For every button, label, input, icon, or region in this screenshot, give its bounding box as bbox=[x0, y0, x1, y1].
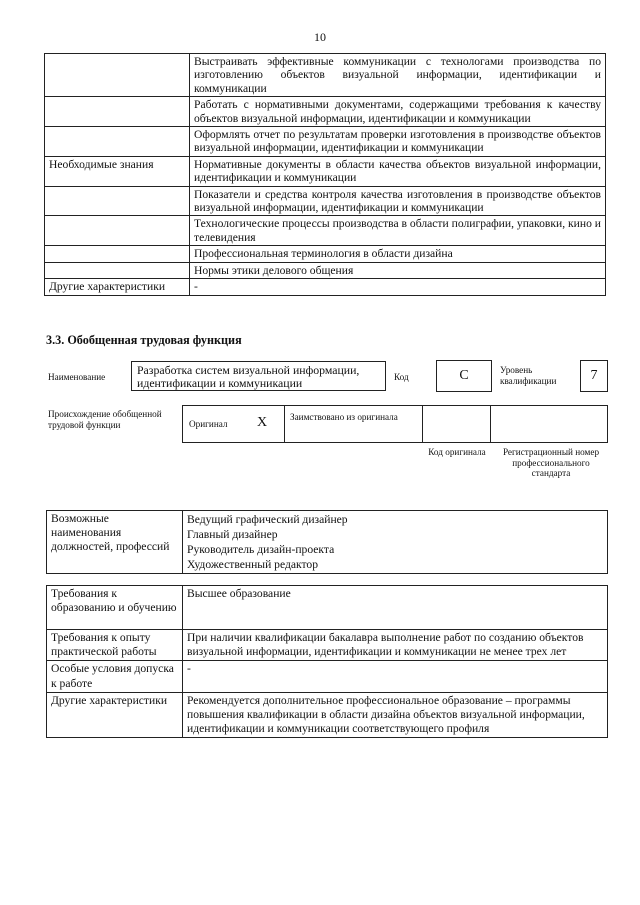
table-row bbox=[45, 279, 606, 295]
table-row bbox=[45, 246, 606, 262]
section-title: 3.3. Обобщенная трудовая функция bbox=[46, 333, 242, 347]
row-text: Выстраивать эффективные коммуникации с технологами производства по изготовлению объектов визуальной информации, идентификации и коммуникации bbox=[190, 54, 606, 97]
reg-number-caption: Регистрационный номер профессионального стандарта bbox=[502, 447, 600, 479]
list-item: Художественный редактор bbox=[187, 558, 319, 571]
function-name-box bbox=[131, 361, 386, 391]
row-label: Необходимые знания bbox=[45, 156, 190, 186]
requirement-text: Рекомендуется дополнительное профессиональное образование – программы повышения квалификации в области дизайна объектов визуальной информации, идентификации и коммуникации соответствующего профиля bbox=[183, 692, 608, 738]
table-row bbox=[45, 54, 606, 97]
row-text: Показатели и средства контроля качества изготовления в производстве объектов визуальной информации, идентификации и коммуникации bbox=[190, 186, 606, 216]
list-item: Руководитель дизайн-проекта bbox=[187, 543, 335, 556]
row-text: - bbox=[190, 279, 606, 295]
table-row bbox=[47, 511, 608, 574]
skills-knowledge-table bbox=[44, 53, 606, 296]
table-row bbox=[47, 586, 608, 630]
positions-list bbox=[183, 511, 608, 574]
positions-table bbox=[46, 510, 608, 574]
row-label: Другие характеристики bbox=[45, 279, 190, 295]
row-text: Технологические процессы производства в области полиграфии, упаковки, кино и телевидения bbox=[190, 216, 606, 246]
code-label: Код bbox=[394, 372, 409, 382]
requirement-label: Требования к опыту практической работы bbox=[47, 630, 183, 661]
table-row bbox=[45, 127, 606, 157]
table-row bbox=[45, 262, 606, 278]
row-text: Профессиональная терминология в области дизайна bbox=[190, 246, 606, 262]
requirements-table bbox=[46, 585, 608, 738]
row-label bbox=[45, 246, 190, 262]
table-row bbox=[47, 661, 608, 692]
code-box bbox=[436, 360, 492, 392]
row-label bbox=[45, 127, 190, 157]
original-mark: Х bbox=[257, 415, 268, 430]
requirement-text: - bbox=[183, 661, 608, 692]
row-text: Работать с нормативными документами, содержащими требования к качеству объектов визуальной информации, идентификации и коммуникации bbox=[190, 97, 606, 127]
row-text: Нормы этики делового общения bbox=[190, 262, 606, 278]
name-label: Наименование bbox=[48, 372, 106, 382]
row-label bbox=[45, 97, 190, 127]
row-text: Оформлять отчет по результатам проверки изготовления в производстве объектов визуальной информации, идентификации и коммуникации bbox=[190, 127, 606, 157]
table-row bbox=[45, 156, 606, 186]
page-number: 10 bbox=[314, 30, 326, 44]
requirement-label: Другие характеристики bbox=[47, 692, 183, 738]
row-label bbox=[45, 54, 190, 97]
row-label bbox=[45, 262, 190, 278]
positions-label: Возможные наименования должностей, профессий bbox=[47, 511, 183, 574]
row-label bbox=[45, 216, 190, 246]
origin-label: Происхождение обобщенной трудовой функции bbox=[48, 409, 162, 430]
requirement-label: Требования к образованию и обучению bbox=[47, 586, 183, 630]
table-row bbox=[45, 186, 606, 216]
code-original-caption: Код оригинала bbox=[428, 447, 486, 457]
table-row bbox=[45, 216, 606, 246]
level-label: Уровень квалификации bbox=[500, 365, 557, 386]
list-item: Главный дизайнер bbox=[187, 528, 278, 541]
requirement-label: Особые условия допуска к работе bbox=[47, 661, 183, 692]
requirement-text: При наличии квалификации бакалавра выполнение работ по созданию объектов визуальной информации, идентификации и коммуникации не менее трех лет bbox=[183, 630, 608, 661]
code-value: С bbox=[459, 368, 469, 383]
borrowed-label: Заимствовано из оригинала bbox=[290, 412, 398, 422]
table-row bbox=[45, 97, 606, 127]
level-box bbox=[580, 360, 608, 392]
original-label: Оригинал bbox=[189, 419, 228, 429]
function-name-value: Разработка систем визуальной информации, идентификации и коммуникации bbox=[137, 363, 360, 391]
requirement-text: Высшее образование bbox=[183, 586, 608, 630]
list-item: Ведущий графический дизайнер bbox=[187, 513, 348, 526]
origin-box bbox=[182, 405, 608, 443]
row-text: Нормативные документы в области качества объектов визуальной информации, идентификации и коммуникации bbox=[190, 156, 606, 186]
table-row bbox=[47, 692, 608, 738]
table-row bbox=[47, 630, 608, 661]
row-label bbox=[45, 186, 190, 216]
level-value: 7 bbox=[590, 368, 598, 383]
